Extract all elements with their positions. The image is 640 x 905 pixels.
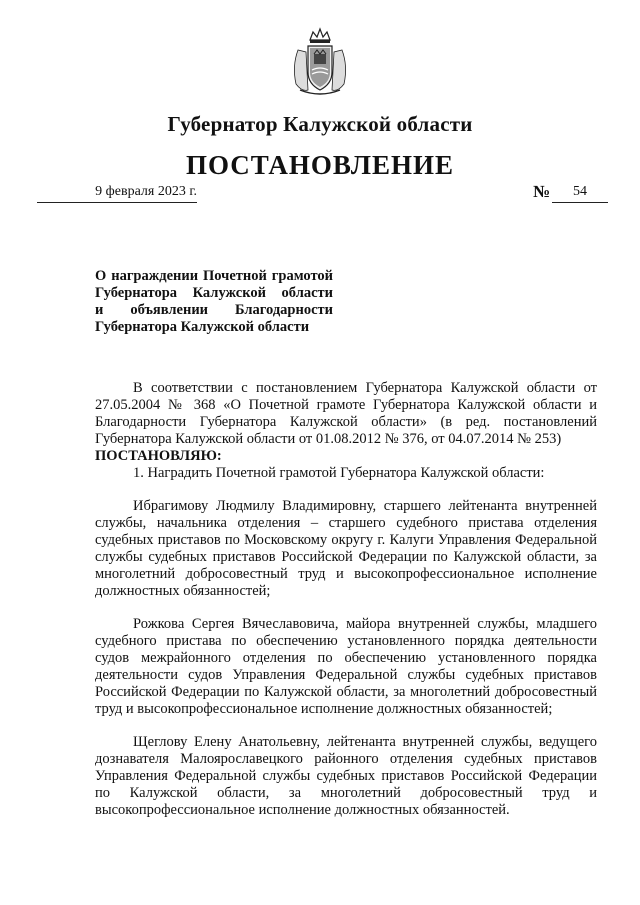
document-type-title: ПОСТАНОВЛЕНИЕ	[185, 150, 455, 180]
decree-word: ПОСТАНОВЛЯЮ:	[95, 448, 222, 464]
document-date: 9 февраля 2023 г.	[37, 184, 197, 203]
subject-line: Губернатора Калужской области	[95, 285, 333, 301]
document-number: 54	[552, 184, 608, 203]
issuing-authority: Губернатор Калужской области	[167, 112, 473, 136]
preamble-paragraph: В соответствии с постановлением Губернатора Калужской области от 27.05.2004 № 368 «О Почетной грамоте Губернатора Калужской области и Благодарности Губернатора Калужской области» (в ред. постановлений Губернатора Калужской области от 01.08.2012 № 376, от 04.07.2014 № 253)	[95, 380, 597, 447]
number-label: №	[533, 182, 551, 201]
awardee-paragraph: Ибрагимову Людмилу Владимировну, старшего лейтенанта внутренней службы, начальника отделения – старшего судебного пристава отделения судебных приставов по Московскому округу г. Калуги Управления Федеральной службы судебных приставов Российской Федерации по Калужской области, за многолетний добросовестный труд и высокопрофессиональное исполнение должностных обязанностей;	[95, 498, 597, 599]
subject-line: О награждении Почетной грамотой	[95, 268, 333, 284]
subject-line: Губернатора Калужской области	[95, 319, 310, 335]
awardee-paragraph: Рожкова Сергея Вячеславовича, майора внутренней службы, младшего судебного пристава по обеспечению установленного порядка деятельности судов межрайонного отделения по обеспечению установленного порядка деятельности судов Управления Федеральной службы судебных приставов Российской Федерации по Калужской области, за многолетний добросовестный труд и высокопрофессиональное исполнение должностных обязанностей;	[95, 616, 597, 717]
awardee-paragraph: Щеглову Елену Анатольевну, лейтенанта внутренней службы, ведущего дознавателя Малоярославецкого районного отделения судебных приставов Управления Федеральной службы судебных приставов Российской Федерации по Калужской области, за многолетний добросовестный труд и высокопрофессиональное исполнение должностных обязанностей.	[95, 734, 597, 818]
item-1: 1. Наградить Почетной грамотой Губернатора Калужской области:	[133, 465, 545, 481]
coat-of-arms-icon	[288, 26, 352, 98]
document-body	[95, 380, 597, 819]
document-subject	[95, 268, 333, 336]
subject-line: и объявлении Благодарности	[95, 302, 333, 318]
